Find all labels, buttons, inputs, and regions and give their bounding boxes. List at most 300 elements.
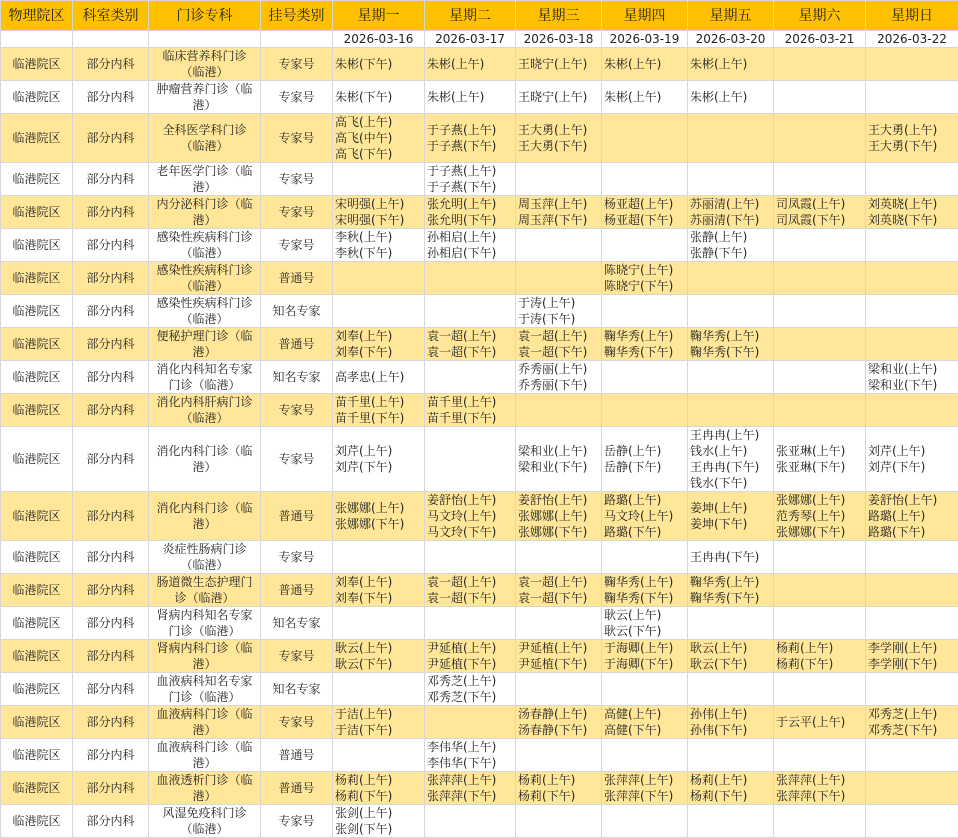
day-schedule-cell — [688, 492, 774, 541]
doctor-slot: 尹延植(下午) — [427, 656, 515, 672]
registration-type-cell: 普通号 — [261, 739, 333, 772]
doctor-slot: 刘芹(下午) — [868, 459, 958, 475]
day-schedule-cell — [516, 673, 602, 706]
doctor-slot: 于子燕(上午) — [427, 163, 515, 179]
day-schedule-cell — [866, 328, 958, 361]
day-schedule-cell — [774, 640, 866, 673]
table-row — [1, 262, 958, 295]
doctor-slot: 张娜娜(下午) — [518, 524, 601, 540]
day-schedule-cell — [425, 295, 516, 328]
day-schedule-cell — [866, 229, 958, 262]
day-schedule-cell — [866, 196, 958, 229]
doctor-slot: 苏丽清(上午) — [690, 196, 773, 212]
doctor-slot: 袁一超(下午) — [427, 590, 515, 606]
category-cell: 部分内科 — [73, 114, 149, 163]
day-schedule-cell — [516, 114, 602, 163]
day-schedule-cell — [333, 772, 425, 805]
category-cell: 部分内科 — [73, 48, 149, 81]
column-header: 星期日 — [866, 1, 958, 31]
day-schedule-cell — [425, 48, 516, 81]
registration-type-cell: 普通号 — [261, 492, 333, 541]
day-schedule-cell — [774, 706, 866, 739]
doctor-slot: 刘奉(上午) — [335, 328, 424, 344]
day-schedule-cell — [425, 163, 516, 196]
table-row — [1, 574, 958, 607]
day-schedule-cell — [602, 772, 688, 805]
category-cell: 部分内科 — [73, 673, 149, 706]
day-schedule-cell — [602, 295, 688, 328]
doctor-slot: 刘英晓(下午) — [868, 212, 958, 228]
doctor-slot: 尹延植(上午) — [427, 640, 515, 656]
doctor-slot: 袁一超(上午) — [518, 328, 601, 344]
category-cell: 部分内科 — [73, 706, 149, 739]
doctor-slot: 路璐(上午) — [868, 508, 958, 524]
day-schedule-cell — [866, 772, 958, 805]
doctor-slot: 高孝忠(上午) — [335, 369, 424, 385]
clinic-cell: 感染性疾病科门诊（临港） — [149, 229, 261, 262]
doctor-slot: 范秀琴(上午) — [776, 508, 865, 524]
day-schedule-cell — [688, 163, 774, 196]
day-schedule-cell — [425, 196, 516, 229]
doctor-slot: 于海卿(下午) — [604, 656, 687, 672]
date-blank-cell — [73, 31, 149, 48]
doctor-slot: 路璐(上午) — [604, 492, 687, 508]
day-schedule-cell — [333, 48, 425, 81]
day-schedule-cell — [425, 640, 516, 673]
doctor-slot: 张娜娜(下午) — [335, 516, 424, 532]
day-schedule-cell — [688, 81, 774, 114]
doctor-slot: 王大勇(上午) — [518, 122, 601, 138]
clinic-cell: 感染性疾病科门诊（临港） — [149, 295, 261, 328]
doctor-slot: 杨莉(上午) — [518, 772, 601, 788]
doctor-slot: 耿云(上午) — [690, 640, 773, 656]
doctor-slot: 孙相启(上午) — [427, 229, 515, 245]
doctor-slot: 鞠华秀(下午) — [604, 344, 687, 360]
date-cell: 2026-03-21 — [774, 31, 866, 48]
doctor-slot: 张萍萍(上午) — [427, 772, 515, 788]
day-schedule-cell — [688, 607, 774, 640]
day-schedule-cell — [774, 574, 866, 607]
category-cell: 部分内科 — [73, 640, 149, 673]
day-schedule-cell — [516, 772, 602, 805]
campus-cell: 临港院区 — [1, 361, 73, 394]
registration-type-cell: 知名专家 — [261, 673, 333, 706]
day-schedule-cell — [688, 541, 774, 574]
doctor-slot: 周玉萍(上午) — [518, 196, 601, 212]
table-body — [1, 31, 958, 838]
day-schedule-cell — [774, 114, 866, 163]
registration-type-cell: 知名专家 — [261, 361, 333, 394]
doctor-slot: 朱彬(上午) — [604, 56, 687, 72]
registration-type-cell: 专家号 — [261, 805, 333, 838]
registration-type-cell: 知名专家 — [261, 607, 333, 640]
campus-cell: 临港院区 — [1, 394, 73, 427]
campus-cell: 临港院区 — [1, 706, 73, 739]
category-cell: 部分内科 — [73, 574, 149, 607]
day-schedule-cell — [774, 394, 866, 427]
campus-cell: 临港院区 — [1, 673, 73, 706]
day-schedule-cell — [866, 48, 958, 81]
column-header: 星期一 — [333, 1, 425, 31]
campus-cell: 临港院区 — [1, 541, 73, 574]
day-schedule-cell — [425, 361, 516, 394]
day-schedule-cell — [866, 706, 958, 739]
doctor-slot: 梁和业(下午) — [518, 459, 601, 475]
doctor-slot: 李伟华(上午) — [427, 739, 515, 755]
doctor-slot: 苗千里(上午) — [427, 394, 515, 410]
doctor-slot: 高飞(中午) — [335, 130, 424, 146]
category-cell: 部分内科 — [73, 163, 149, 196]
campus-cell: 临港院区 — [1, 640, 73, 673]
table-row — [1, 607, 958, 640]
doctor-slot: 王大勇(上午) — [868, 122, 958, 138]
day-schedule-cell — [516, 805, 602, 838]
category-cell: 部分内科 — [73, 805, 149, 838]
clinic-cell: 内分泌科门诊（临港） — [149, 196, 261, 229]
day-schedule-cell — [425, 114, 516, 163]
doctor-slot: 马文玲(下午) — [427, 524, 515, 540]
day-schedule-cell — [688, 361, 774, 394]
table-row — [1, 229, 958, 262]
day-schedule-cell — [774, 427, 866, 492]
doctor-slot: 张亚琳(下午) — [776, 459, 865, 475]
day-schedule-cell — [866, 295, 958, 328]
day-schedule-cell — [516, 163, 602, 196]
doctor-slot: 于云平(上午) — [776, 714, 865, 730]
doctor-slot: 孙相启(下午) — [427, 245, 515, 261]
doctor-slot: 张娜娜(上午) — [776, 492, 865, 508]
day-schedule-cell — [866, 427, 958, 492]
day-schedule-cell — [333, 229, 425, 262]
doctor-slot: 袁一超(下午) — [427, 344, 515, 360]
day-schedule-cell — [774, 541, 866, 574]
day-schedule-cell — [602, 229, 688, 262]
clinic-cell: 临床营养科门诊（临港） — [149, 48, 261, 81]
day-schedule-cell — [333, 262, 425, 295]
doctor-slot: 鞠华秀(上午) — [604, 574, 687, 590]
table-row — [1, 427, 958, 492]
day-schedule-cell — [774, 739, 866, 772]
day-schedule-cell — [774, 673, 866, 706]
campus-cell: 临港院区 — [1, 81, 73, 114]
category-cell: 部分内科 — [73, 361, 149, 394]
day-schedule-cell — [516, 574, 602, 607]
doctor-slot: 苏丽清(下午) — [690, 212, 773, 228]
doctor-slot: 朱彬(上午) — [690, 89, 773, 105]
day-schedule-cell — [333, 739, 425, 772]
day-schedule-cell — [688, 640, 774, 673]
doctor-slot: 袁一超(上午) — [427, 328, 515, 344]
clinic-cell: 便秘护理门诊（临港） — [149, 328, 261, 361]
doctor-slot: 尹延植(上午) — [518, 640, 601, 656]
date-cell: 2026-03-20 — [688, 31, 774, 48]
day-schedule-cell — [516, 81, 602, 114]
day-schedule-cell — [602, 607, 688, 640]
day-schedule-cell — [688, 427, 774, 492]
doctor-slot: 张娜娜(上午) — [335, 500, 424, 516]
day-schedule-cell — [333, 427, 425, 492]
doctor-slot: 王晓宁(上午) — [518, 89, 601, 105]
day-schedule-cell — [602, 427, 688, 492]
day-schedule-cell — [425, 541, 516, 574]
table-row — [1, 48, 958, 81]
doctor-slot: 乔秀丽(上午) — [518, 361, 601, 377]
doctor-slot: 李学刚(上午) — [868, 640, 958, 656]
doctor-slot: 张萍萍(上午) — [604, 772, 687, 788]
doctor-slot: 姜舒怡(上午) — [427, 492, 515, 508]
doctor-slot: 邓秀芝(下午) — [868, 722, 958, 738]
doctor-slot: 孙伟(下午) — [690, 722, 773, 738]
day-schedule-cell — [866, 81, 958, 114]
doctor-slot: 杨莉(下午) — [518, 788, 601, 804]
doctor-slot: 宋明强(上午) — [335, 196, 424, 212]
day-schedule-cell — [774, 492, 866, 541]
registration-type-cell: 普通号 — [261, 772, 333, 805]
day-schedule-cell — [425, 229, 516, 262]
day-schedule-cell — [602, 673, 688, 706]
category-cell: 部分内科 — [73, 81, 149, 114]
day-schedule-cell — [333, 640, 425, 673]
day-schedule-cell — [516, 48, 602, 81]
registration-type-cell: 专家号 — [261, 541, 333, 574]
doctor-slot: 刘英晓(上午) — [868, 196, 958, 212]
doctor-slot: 鞠华秀(上午) — [690, 574, 773, 590]
day-schedule-cell — [602, 328, 688, 361]
table-row — [1, 706, 958, 739]
category-cell: 部分内科 — [73, 772, 149, 805]
doctor-slot: 朱彬(上午) — [690, 56, 773, 72]
column-header: 星期三 — [516, 1, 602, 31]
day-schedule-cell — [866, 262, 958, 295]
day-schedule-cell — [602, 541, 688, 574]
registration-type-cell: 普通号 — [261, 328, 333, 361]
clinic-cell: 肾病内科门诊（临港） — [149, 640, 261, 673]
date-cell: 2026-03-19 — [602, 31, 688, 48]
doctor-slot: 张娜娜(上午) — [518, 508, 601, 524]
day-schedule-cell — [688, 706, 774, 739]
day-schedule-cell — [688, 394, 774, 427]
day-schedule-cell — [333, 805, 425, 838]
day-schedule-cell — [688, 295, 774, 328]
day-schedule-cell — [425, 81, 516, 114]
registration-type-cell: 专家号 — [261, 81, 333, 114]
doctor-slot: 张静(上午) — [690, 229, 773, 245]
doctor-slot: 李秋(上午) — [335, 229, 424, 245]
registration-type-cell: 专家号 — [261, 394, 333, 427]
campus-cell: 临港院区 — [1, 295, 73, 328]
doctor-slot: 于涛(上午) — [518, 295, 601, 311]
clinic-cell: 血液透析门诊（临港） — [149, 772, 261, 805]
day-schedule-cell — [866, 114, 958, 163]
doctor-slot: 张剑(上午) — [335, 805, 424, 821]
column-header: 科室类别 — [73, 1, 149, 31]
day-schedule-cell — [516, 394, 602, 427]
day-schedule-cell — [333, 574, 425, 607]
campus-cell: 临港院区 — [1, 262, 73, 295]
clinic-cell: 肠道微生态护理门诊（临港） — [149, 574, 261, 607]
date-blank-cell — [261, 31, 333, 48]
doctor-slot: 王大勇(下午) — [868, 138, 958, 154]
doctor-slot: 鞠华秀(上午) — [604, 328, 687, 344]
doctor-slot: 于涛(下午) — [518, 311, 601, 327]
day-schedule-cell — [425, 772, 516, 805]
doctor-slot: 张允明(上午) — [427, 196, 515, 212]
day-schedule-cell — [774, 48, 866, 81]
doctor-slot: 姜舒怡(上午) — [868, 492, 958, 508]
clinic-cell: 感染性疾病科门诊（临港） — [149, 262, 261, 295]
day-schedule-cell — [602, 114, 688, 163]
table-row — [1, 81, 958, 114]
day-schedule-cell — [425, 328, 516, 361]
day-schedule-cell — [774, 81, 866, 114]
table-row — [1, 163, 958, 196]
campus-cell: 临港院区 — [1, 229, 73, 262]
day-schedule-cell — [688, 574, 774, 607]
day-schedule-cell — [774, 328, 866, 361]
table-row — [1, 328, 958, 361]
doctor-slot: 乔秀丽(下午) — [518, 377, 601, 393]
clinic-cell: 肿瘤营养门诊（临港） — [149, 81, 261, 114]
doctor-slot: 路璐(下午) — [868, 524, 958, 540]
doctor-slot: 杨莉(上午) — [690, 772, 773, 788]
doctor-slot: 于子燕(下午) — [427, 179, 515, 195]
doctor-slot: 杨莉(下午) — [335, 788, 424, 804]
category-cell: 部分内科 — [73, 196, 149, 229]
day-schedule-cell — [516, 262, 602, 295]
category-cell: 部分内科 — [73, 739, 149, 772]
doctor-slot: 王大勇(下午) — [518, 138, 601, 154]
doctor-slot: 梁和业(上午) — [518, 443, 601, 459]
clinic-cell: 消化内科门诊（临港） — [149, 492, 261, 541]
doctor-slot: 于子燕(下午) — [427, 138, 515, 154]
doctor-slot: 李秋(下午) — [335, 245, 424, 261]
date-cell: 2026-03-22 — [866, 31, 958, 48]
doctor-slot: 陈晓宁(上午) — [604, 262, 687, 278]
day-schedule-cell — [602, 81, 688, 114]
day-schedule-cell — [516, 196, 602, 229]
clinic-cell: 消化内科知名专家门诊（临港） — [149, 361, 261, 394]
day-schedule-cell — [688, 328, 774, 361]
day-schedule-cell — [866, 163, 958, 196]
registration-type-cell: 专家号 — [261, 706, 333, 739]
column-header: 星期五 — [688, 1, 774, 31]
doctor-slot: 李伟华(下午) — [427, 755, 515, 771]
day-schedule-cell — [688, 196, 774, 229]
table-row — [1, 772, 958, 805]
doctor-slot: 于洁(上午) — [335, 706, 424, 722]
day-schedule-cell — [866, 739, 958, 772]
doctor-slot: 尹延植(下午) — [518, 656, 601, 672]
day-schedule-cell — [516, 361, 602, 394]
date-row — [1, 31, 958, 48]
doctor-slot: 于洁(下午) — [335, 722, 424, 738]
doctor-slot: 钱水(下午) — [690, 475, 773, 491]
day-schedule-cell — [425, 607, 516, 640]
registration-type-cell: 普通号 — [261, 262, 333, 295]
day-schedule-cell — [774, 805, 866, 838]
clinic-cell: 老年医学门诊（临港） — [149, 163, 261, 196]
campus-cell: 临港院区 — [1, 196, 73, 229]
day-schedule-cell — [425, 673, 516, 706]
day-schedule-cell — [333, 394, 425, 427]
doctor-slot: 岳静(上午) — [604, 443, 687, 459]
date-blank-cell — [149, 31, 261, 48]
column-header: 物理院区 — [1, 1, 73, 31]
doctor-slot: 张剑(下午) — [335, 821, 424, 837]
doctor-slot: 苗千里(下午) — [427, 410, 515, 426]
day-schedule-cell — [333, 492, 425, 541]
doctor-slot: 马文玲(上午) — [427, 508, 515, 524]
doctor-slot: 袁一超(上午) — [427, 574, 515, 590]
doctor-slot: 高飞(下午) — [335, 146, 424, 162]
column-header: 星期二 — [425, 1, 516, 31]
day-schedule-cell — [602, 163, 688, 196]
day-schedule-cell — [425, 805, 516, 838]
doctor-slot: 高飞(上午) — [335, 114, 424, 130]
doctor-slot: 马文玲(上午) — [604, 508, 687, 524]
doctor-slot: 张静(下午) — [690, 245, 773, 261]
doctor-slot: 袁一超(下午) — [518, 590, 601, 606]
day-schedule-cell — [333, 81, 425, 114]
day-schedule-cell — [774, 262, 866, 295]
doctor-slot: 杨莉(下午) — [690, 788, 773, 804]
doctor-slot: 耿云(下午) — [604, 623, 687, 639]
doctor-slot: 耿云(下午) — [690, 656, 773, 672]
day-schedule-cell — [602, 640, 688, 673]
day-schedule-cell — [866, 673, 958, 706]
day-schedule-cell — [333, 163, 425, 196]
doctor-slot: 张萍萍(下午) — [604, 788, 687, 804]
day-schedule-cell — [688, 739, 774, 772]
day-schedule-cell — [688, 772, 774, 805]
doctor-slot: 朱彬(上午) — [604, 89, 687, 105]
doctor-slot: 朱彬(下午) — [335, 56, 424, 72]
day-schedule-cell — [333, 361, 425, 394]
doctor-slot: 张允明(下午) — [427, 212, 515, 228]
day-schedule-cell — [866, 640, 958, 673]
column-header: 挂号类别 — [261, 1, 333, 31]
date-blank-cell — [1, 31, 73, 48]
category-cell: 部分内科 — [73, 541, 149, 574]
day-schedule-cell — [333, 541, 425, 574]
campus-cell: 临港院区 — [1, 328, 73, 361]
column-header: 星期六 — [774, 1, 866, 31]
clinic-cell: 血液病科门诊（临港） — [149, 739, 261, 772]
doctor-slot: 鞠华秀(下午) — [604, 590, 687, 606]
category-cell: 部分内科 — [73, 427, 149, 492]
doctor-slot: 袁一超(上午) — [518, 574, 601, 590]
doctor-slot: 朱彬(下午) — [335, 89, 424, 105]
day-schedule-cell — [333, 607, 425, 640]
day-schedule-cell — [866, 361, 958, 394]
day-schedule-cell — [774, 229, 866, 262]
doctor-slot: 朱彬(上午) — [427, 56, 515, 72]
doctor-slot: 苗千里(下午) — [335, 410, 424, 426]
doctor-slot: 张亚琳(上午) — [776, 443, 865, 459]
registration-type-cell: 专家号 — [261, 427, 333, 492]
doctor-slot: 杨莉(上午) — [335, 772, 424, 788]
table-header — [1, 1, 958, 31]
day-schedule-cell — [333, 295, 425, 328]
day-schedule-cell — [866, 394, 958, 427]
day-schedule-cell — [688, 229, 774, 262]
day-schedule-cell — [602, 48, 688, 81]
doctor-slot: 梁和业(下午) — [868, 377, 958, 393]
doctor-slot: 杨亚超(下午) — [604, 212, 687, 228]
registration-type-cell: 专家号 — [261, 163, 333, 196]
day-schedule-cell — [602, 394, 688, 427]
clinic-cell: 肾病内科知名专家门诊（临港） — [149, 607, 261, 640]
